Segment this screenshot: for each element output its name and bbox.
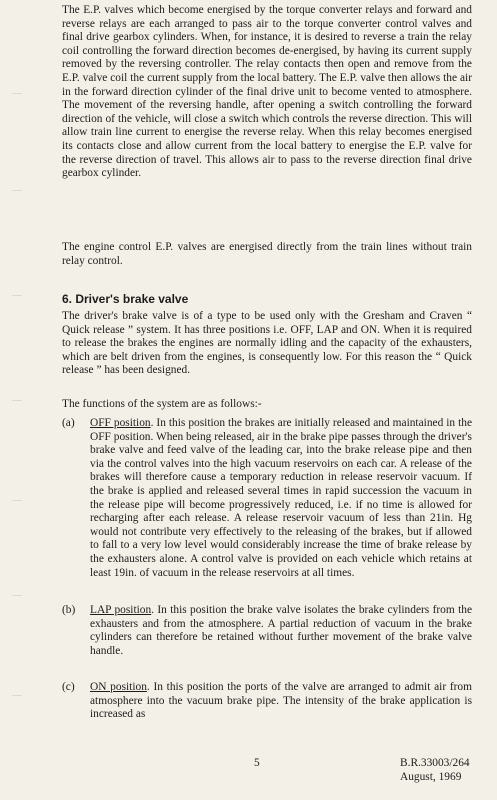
list-item-body: . In this position the brakes are initially released and maintained in the OFF position. When being released, air in the brake pipe passes through the driver's brake valve and feed valve of the leading car, into the brake release pipe and then via the control valves into the high vacuum reservoirs on each car. A release of the brakes will therefore cause a temporary reduction in release reservoir vacuum. If the brake is applied and released several times in rapid succession the vacuum in the release pipe will become progressively reduced, i.e. if no time is allowed for recharging after each release. A release reservoir vacuum of less than 21in. Hg would not contribute very effectively to the releasing of the brakes, but if allowed to fall to a very low level would considerably increase the time of brake release by the exhausters alone. A control valve is provided on each vehicle which retains at least 19in. of vacuum in the release reservoirs at all times. [90,417,473,579]
list-item-label: (c) [62,681,75,693]
list-item-body: . In this position the ports of the valve are arranged to admit air from atmosphere into the vacuum brake pipe. The intensity of the brake application is increased as [90,681,472,721]
list-item-text [90,604,472,658]
bleed-mark: — [12,395,22,406]
document-date: August, 1969 [400,771,462,783]
list-item-label: (a) [62,417,75,429]
bleed-mark: — [12,290,22,301]
bleed-mark: — [12,88,22,99]
list-item-label: (b) [62,604,76,616]
paragraph-engine-control: The engine control E.P. valves are energised directly from the train lines without train relay control. [62,241,472,267]
document-reference: B.R.33003/264 [400,757,470,769]
section-heading: 6. Driver's brake valve [62,292,189,306]
bleed-mark: — [12,495,22,506]
list-item-text [90,417,472,580]
list-item-body: . In this position the brake valve isolates the brake cylinders from the exhausters and from the atmosphere. A partial reduction of vacuum in the brake cylinders can therefore be retained without further movement of the brake valve handle. [90,604,472,657]
list-item-term: OFF position [90,417,151,429]
bleed-mark: — [12,690,22,701]
paragraph-brake-valve: The driver's brake valve is of a type to be used only with the Gresham and Craven “ Quick release ” system. It has three positions i.e. OFF, LAP and ON. When it is required to release the brakes the engines are normally idling and the capacity of the exhausters, which are belt driven from the engines, is consequently low. For this reason the “ Quick release ” has been designed. [62,310,472,377]
bleed-mark: — [12,590,22,601]
paragraph-functions-intro: The functions of the system are as follows:- [62,398,262,410]
list-item-term: LAP position [90,604,152,616]
list-item-text [90,681,472,722]
page-number: 5 [254,757,260,769]
paragraph-ep-valves: The E.P. valves which become energised by the torque converter relays and forward and reverse relays are each arranged to pass air to the torque converter control valves and final drive gearbox cylinders. When, for instance, it is desired to reverse a train the relay coil controlling the forward direction becomes de-energised, by having its current supply removed by the reversing controller. The relay contacts then open and remove from the E.P. valve coil the current supply from the local battery. The E.P. valve then allows the air in the forward direction cylinder of the final drive unit to become vented to atmosphere. The movement of the reversing handle, after opening a switch controlling the forward direction of the vehicle, will close a switch which controls the reverse direction. This will allow train line current to energise the reverse relay. When this relay becomes energised its contacts close and allow current from the local battery to energise the E.P. valve for the reverse direction of travel. This allows air to pass to the reverse direction final drive gearbox cylinder. [62,4,472,180]
bleed-mark: — [12,185,22,196]
list-item-term: ON position [90,681,147,693]
